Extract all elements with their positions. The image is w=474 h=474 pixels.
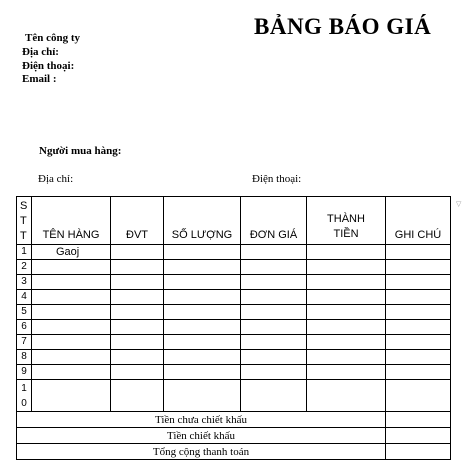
row-stt-cell: 5 — [17, 305, 32, 320]
row-quantity-cell[interactable] — [164, 335, 241, 350]
row-note-cell[interactable] — [386, 245, 451, 260]
row-unit-cell[interactable] — [111, 305, 164, 320]
row-item-name-cell[interactable] — [32, 320, 111, 335]
row-unit-cell[interactable] — [111, 365, 164, 380]
row-item-name-cell[interactable] — [32, 305, 111, 320]
header-amount: THÀNH TIỀN — [307, 197, 386, 245]
buyer-phone-label: Điện thoại: — [252, 173, 302, 185]
summary-value-cell[interactable] — [386, 428, 451, 444]
row-amount-cell[interactable] — [307, 380, 386, 412]
row-stt-cell: 1 0 — [17, 380, 32, 412]
buyer-address-label: Địa chỉ: — [38, 173, 74, 185]
row-note-cell[interactable] — [386, 305, 451, 320]
table-row — [17, 350, 451, 365]
row-quantity-cell[interactable] — [164, 380, 241, 412]
table-row — [17, 245, 451, 260]
summary-label: Tiền chưa chiết khấu — [17, 412, 386, 428]
row-quantity-cell[interactable] — [164, 260, 241, 275]
row-quantity-cell[interactable] — [164, 305, 241, 320]
row-unit-cell[interactable] — [111, 260, 164, 275]
row-unit-price-cell[interactable] — [241, 320, 307, 335]
summary-label: Tiền chiết khấu — [17, 428, 386, 444]
row-stt-cell: 8 — [17, 350, 32, 365]
company-address-label: Địa chỉ: — [22, 46, 59, 58]
row-amount-cell[interactable] — [307, 290, 386, 305]
row-amount-cell[interactable] — [307, 335, 386, 350]
table-row — [17, 335, 451, 350]
summary-row-before-discount — [17, 412, 451, 428]
header-stt: S T T — [17, 197, 32, 245]
row-unit-cell[interactable] — [111, 335, 164, 350]
row-item-name-cell[interactable] — [32, 365, 111, 380]
table-row — [17, 320, 451, 335]
company-phone-label: Điện thoại: — [22, 60, 75, 72]
row-item-name-cell[interactable] — [32, 380, 111, 412]
quotation-table — [16, 196, 451, 460]
company-name: Tên công ty — [25, 32, 80, 44]
row-stt-cell: 1 — [17, 245, 32, 260]
table-header-row — [17, 197, 451, 245]
summary-row-discount — [17, 428, 451, 444]
row-note-cell[interactable] — [386, 380, 451, 412]
row-unit-cell[interactable] — [111, 245, 164, 260]
table-row — [17, 260, 451, 275]
summary-value-cell[interactable] — [386, 412, 451, 428]
row-quantity-cell[interactable] — [164, 290, 241, 305]
row-amount-cell[interactable] — [307, 275, 386, 290]
row-amount-cell[interactable] — [307, 305, 386, 320]
summary-label: Tổng cộng thanh toán — [17, 444, 386, 460]
row-amount-cell[interactable] — [307, 245, 386, 260]
row-unit-price-cell[interactable] — [241, 290, 307, 305]
table-row — [17, 365, 451, 380]
row-amount-cell[interactable] — [307, 320, 386, 335]
row-note-cell[interactable] — [386, 320, 451, 335]
row-unit-cell[interactable] — [111, 320, 164, 335]
row-quantity-cell[interactable] — [164, 275, 241, 290]
row-quantity-cell[interactable] — [164, 245, 241, 260]
row-unit-price-cell[interactable] — [241, 275, 307, 290]
header-item-name: TÊN HÀNG — [32, 197, 111, 245]
row-quantity-cell[interactable] — [164, 365, 241, 380]
row-unit-price-cell[interactable] — [241, 335, 307, 350]
header-note: GHI CHÚ — [386, 197, 451, 245]
buyer-label: Người mua hàng: — [39, 145, 122, 157]
header-unit: ĐVT — [111, 197, 164, 245]
row-amount-cell[interactable] — [307, 260, 386, 275]
row-stt-cell: 9 — [17, 365, 32, 380]
row-stt-cell: 3 — [17, 275, 32, 290]
column-options-icon[interactable]: ▽ — [456, 200, 462, 208]
row-amount-cell[interactable] — [307, 365, 386, 380]
row-note-cell[interactable] — [386, 350, 451, 365]
row-unit-price-cell[interactable] — [241, 245, 307, 260]
row-unit-price-cell[interactable] — [241, 260, 307, 275]
row-unit-price-cell[interactable] — [241, 380, 307, 412]
header-unit-price: ĐƠN GIÁ — [241, 197, 307, 245]
row-item-name-cell[interactable] — [32, 275, 111, 290]
row-unit-cell[interactable] — [111, 350, 164, 365]
row-amount-cell[interactable] — [307, 350, 386, 365]
row-note-cell[interactable] — [386, 275, 451, 290]
row-quantity-cell[interactable] — [164, 320, 241, 335]
table-row — [17, 275, 451, 290]
row-unit-price-cell[interactable] — [241, 305, 307, 320]
row-note-cell[interactable] — [386, 290, 451, 305]
row-item-name-cell[interactable] — [32, 290, 111, 305]
row-note-cell[interactable] — [386, 335, 451, 350]
summary-value-cell[interactable] — [386, 444, 451, 460]
row-stt-cell: 6 — [17, 320, 32, 335]
summary-row-total — [17, 444, 451, 460]
company-email-label: Email : — [22, 73, 57, 85]
table-row — [17, 290, 451, 305]
row-unit-cell[interactable] — [111, 290, 164, 305]
row-stt-cell: 7 — [17, 335, 32, 350]
table-row — [17, 380, 451, 412]
row-stt-cell: 2 — [17, 260, 32, 275]
table-row — [17, 305, 451, 320]
row-item-name-cell[interactable] — [32, 335, 111, 350]
row-unit-cell[interactable] — [111, 275, 164, 290]
row-unit-cell[interactable] — [111, 380, 164, 412]
row-quantity-cell[interactable] — [164, 350, 241, 365]
document-title: BẢNG BÁO GIÁ — [254, 14, 432, 39]
row-item-name-cell[interactable]: Gaoj — [32, 245, 111, 260]
header-quantity: SỐ LƯỢNG — [164, 197, 241, 245]
row-note-cell[interactable] — [386, 365, 451, 380]
row-item-name-cell[interactable] — [32, 260, 111, 275]
row-unit-price-cell[interactable] — [241, 365, 307, 380]
row-unit-price-cell[interactable] — [241, 350, 307, 365]
row-stt-cell: 4 — [17, 290, 32, 305]
row-note-cell[interactable] — [386, 260, 451, 275]
row-item-name-cell[interactable] — [32, 350, 111, 365]
